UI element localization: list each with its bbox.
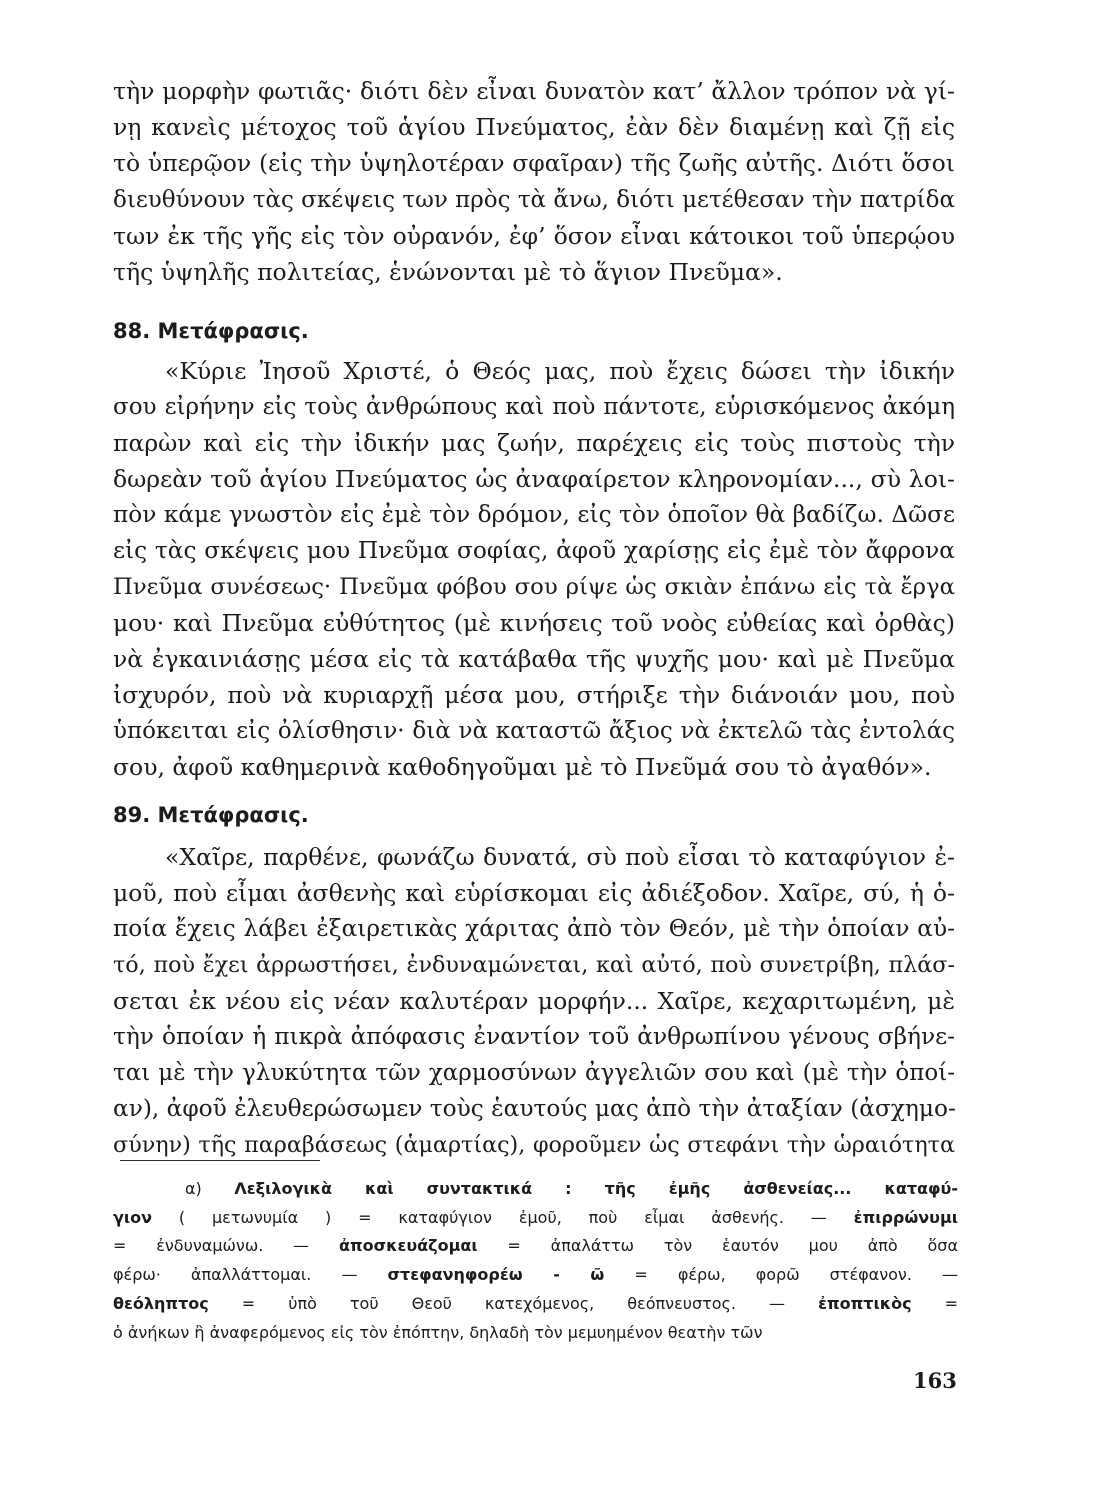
text-line: σου εἰρήνην εἰς τοὺς ἀνθρώπους καὶ ποὺ πάντοτε, εὑρισκόμενος ἀκόμη — [113, 394, 955, 420]
footnote-term: ἐποπτικὸς — [818, 1294, 912, 1313]
text-line: τῆς ὑψηλῆς πολιτείας, ἑνώνονται μὲ τὸ ἅγιον Πνεῦμα». — [113, 258, 783, 286]
footnote-divider — [120, 1160, 320, 1161]
text-line: παρὼν καὶ εἰς τὴν ἰδικήν μας ζωήν, παρέχεις εἰς τοὺς πιστοὺς τὴν — [113, 429, 955, 457]
footnote-line — [113, 1205, 958, 1230]
footnote-text: ( μετωνυμία ) = καταφύγιον ἐμοῦ, ποὺ εἶμαι ἀσθενής. — — [152, 1208, 854, 1227]
text-line: διευθύνουν τὰς σκέψεις των πρὸς τὰ ἄνω, διότι μετέθεσαν τὴν πατρίδα — [113, 187, 955, 213]
text-line: μοῦ, ποὺ εἶμαι ἀσθενὴς καὶ εὑρίσκομαι εἰς ἀδιέξοδον. Χαῖρε, σύ, ἡ ὁ- — [113, 879, 955, 907]
footnote-text: = ὑπὸ τοῦ Θεοῦ κατεχόμενος, θεόπνευστος. — — [208, 1294, 819, 1313]
text-line: «Χαῖρε, παρθένε, φωνάζω δυνατά, σὺ ποὺ εἶσαι τὸ καταφύγιον ἐ- — [165, 843, 955, 871]
text-line: των ἐκ τῆς γῆς εἰς τὸν οὐρανόν, ἐφ’ ὅσον εἶναι κάτοικοι τοῦ ὑπερῴου — [113, 222, 955, 250]
text-line: τό, ποὺ ἔχει ἀρρωστήσει, ἐνδυναμώνεται, καὶ αὐτό, ποὺ συνετρίβη, πλάσ- — [113, 952, 955, 978]
footnote-line — [185, 1176, 958, 1201]
footnote-term: γιον — [113, 1208, 153, 1227]
footnote-term: ἀποσκευάζομαι — [338, 1236, 478, 1255]
footnote-term: ἐπιρρώνυμι — [853, 1208, 958, 1227]
footnote-term: στεφανηφορέω - ῶ — [387, 1265, 605, 1284]
text-line: εἰς τὰς σκέψεις μου Πνεῦμα σοφίας, ἀφοῦ χαρίσῃς εἰς ἐμὲ τὸν ἄφρονα — [113, 537, 955, 564]
footnote-term: Λεξιλογικὰ καὶ συντακτικά : τῆς ἐμῆς ἀσθενείας... καταφύ- — [234, 1179, 958, 1198]
footnote-text: = φέρω, φορῶ στέφανον. — — [604, 1265, 959, 1284]
footnote-text: φέρω· ἀπαλλάττομαι. — — [113, 1265, 388, 1284]
footnote-text: = ἐνδυναμώνω. — — [113, 1236, 339, 1255]
footnote-line — [113, 1262, 958, 1287]
footnote-text: = — [911, 1294, 958, 1313]
footnote-line — [113, 1320, 958, 1345]
text-line: «Κύριε Ἰησοῦ Χριστέ, ὁ Θεός μας, ποὺ ἔχεις δώσει τὴν ἰδικήν — [165, 357, 955, 385]
text-line: ὑπόκειται εἰς ὀλίσθησιν· διὰ νὰ καταστῶ ἄξιος νὰ ἐκτελῶ τὰς ἐντολάς — [113, 718, 955, 744]
text-line: μου· καὶ Πνεῦμα εὐθύτητος (μὲ κινήσεις τοῦ νοὸς εὐθείας καὶ ὀρθὰς) — [113, 609, 955, 637]
text-line: νῃ κανεὶς μέτοχος τοῦ ἁγίου Πνεύματος, ἐὰν δὲν διαμένῃ καὶ ζῇ εἰς — [113, 113, 955, 141]
page-number: 163 — [913, 1368, 957, 1393]
text-line: ἰσχυρόν, ποὺ νὰ κυριαρχῇ μέσα μου, στήριξε τὴν διάνοιάν μου, ποὺ — [113, 681, 955, 709]
footnote-line — [113, 1291, 958, 1316]
text-line: Πνεῦμα συνέσεως· Πνεῦμα φόβου σου ρίψε ὡς σκιὰν ἐπάνω εἰς τὰ ἔργα — [113, 574, 955, 600]
footnote-text: ὁ ἀνήκων ἢ ἀναφερόμενος εἰς τὸν ἐπόπτην, δηλαδὴ τὸν μεμυημένον θεατὴν τῶν — [113, 1323, 763, 1342]
footnote-text: α) — [185, 1179, 235, 1198]
section-heading-89: 89. Μετάφρασις. — [113, 803, 309, 827]
text-line: ται μὲ τὴν γλυκύτητα τῶν χαρμοσύνων ἀγγελιῶν σου καὶ (μὲ τὴν ὁποί- — [113, 1060, 955, 1086]
footnote-text: = ἀπαλάττω τὸν ἑαυτόν μου ἀπὸ ὅσα — [477, 1236, 958, 1255]
text-line: σεται ἐκ νέου εἰς νέαν καλυτέραν μορφήν... Χαῖρε, κεχαριτωμένη, μὲ — [113, 987, 955, 1015]
text-line: ποία ἔχεις λάβει ἐξαιρετικὰς χάριτας ἀπὸ τὸν Θεόν, μὲ τὴν ὁποίαν αὐ- — [113, 915, 955, 942]
section-heading-88: 88. Μετάφρασις. — [113, 319, 309, 343]
text-line: αν), ἀφοῦ ἐλευθερώσωμεν τοὺς ἑαυτούς μας ἀπὸ τὴν ἀταξίαν (ἀσχημο- — [113, 1095, 956, 1122]
text-line: νὰ ἐγκαινιάσῃς μέσα εἰς τὰ κατάβαθα τῆς ψυχῆς μου· καὶ μὲ Πνεῦμα — [113, 645, 955, 673]
text-line: δωρεὰν τοῦ ἁγίου Πνεύματος ὡς ἀναφαίρετον κληρονομίαν..., σὺ λοι- — [113, 465, 955, 493]
text-line: τὴν μορφὴν φωτιᾶς· διότι δὲν εἶναι δυνατὸν κατ’ ἄλλον τρόπον νὰ γί- — [113, 77, 955, 105]
text-line: τὴν ὁποίαν ἡ πικρὰ ἀπόφασις ἐναντίον τοῦ ἀνθρωπίνου γένους σβήνε- — [113, 1023, 955, 1050]
footnote-term: θεόληπτος — [113, 1294, 209, 1313]
text-line: πὸν κάμε γνωστὸν εἰς ἐμὲ τὸν δρόμον, εἰς τὸν ὁποῖον θὰ βαδίζω. Δῶσε — [113, 501, 955, 528]
text-line: σύνην) τῆς παραβάσεως (ἁμαρτίας), φοροῦμεν ὡς στεφάνι τὴν ὡραιότητα — [113, 1132, 955, 1158]
text-line: τὸ ὑπερῷον (εἰς τὴν ὑψηλοτέραν σφαῖραν) τῆς ζωῆς αὐτῆς. Διότι ὅσοι — [113, 149, 955, 177]
footnote-line — [113, 1233, 958, 1258]
text-line: σου, ἀφοῦ καθημερινὰ καθοδηγοῦμαι μὲ τὸ Πνεῦμά σου τὸ ἀγαθόν». — [113, 753, 932, 781]
